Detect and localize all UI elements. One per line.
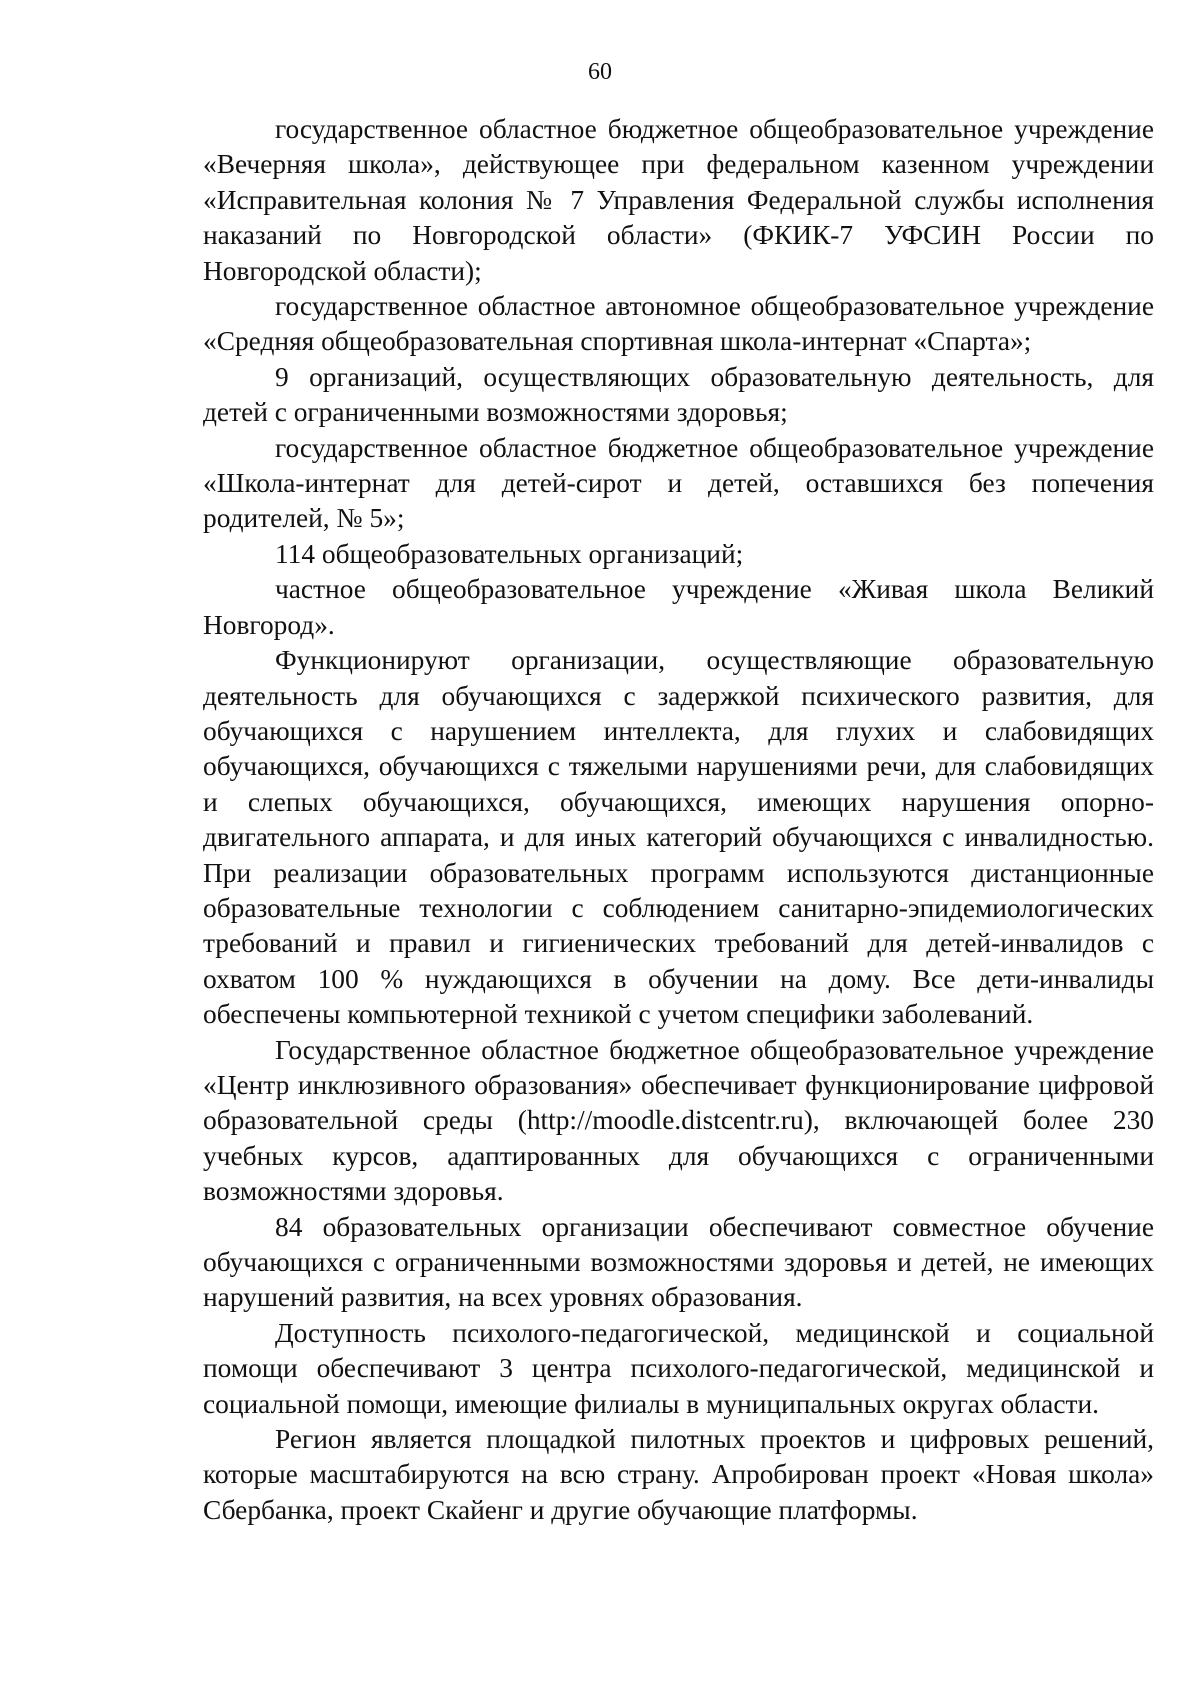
paragraph: Функционируют организации, осуществляющие образовательную деятельность для обучающихся с задержкой психического развития, для обучающихся с нарушением интеллекта, для глухих и слабовидящих обучающихся, обучающихся с тяжелыми нарушениями речи, для слабовидящих и слепых обучающихся, обучающихся, имеющих нарушения опорно-двигательного аппарата, и для иных категорий обучающихся с инвалидностью. При реализации образовательных программ используются дистанционные образовательные технологии с соблюдением санитарно-эпидемиологических требований и правил и гигиенических требований для детей-инвалидов с охватом 100 % нуждающихся в обучении на дому. Все дети-инвалиды обеспечены компьютерной техникой с учетом специфики заболеваний. bbox=[203, 645, 1154, 1030]
paragraph: государственное областное автономное общеобразовательное учреждение «Средняя общеобразовательная спортивная школа-интернат «Спарта»; bbox=[203, 291, 1154, 357]
document-body bbox=[203, 112, 1154, 1528]
paragraph: Доступность психолого-педагогической, медицинской и социальной помощи обеспечивают 3 центра психолого-педагогической, медицинской и социальной помощи, имеющие филиалы в муниципальных округах области. bbox=[203, 1317, 1154, 1419]
paragraph: государственное областное бюджетное общеобразовательное учреждение «Вечерняя школа», действующее при федеральном казенном учреждении «Исправительная колония № 7 Управления Федеральной службы исполнения наказаний по Новгородской области» (ФКИК-7 УФСИН России по Новгородской области); bbox=[203, 114, 1154, 286]
paragraph: 114 общеобразовательных организаций; bbox=[275, 538, 744, 569]
page-number: 60 bbox=[588, 59, 612, 85]
paragraph: Регион является площадкой пилотных проектов и цифровых решений, которые масштабируются на всю страну. Апробирован проект «Новая школа» Сбербанка, проект Скайенг и другие обучающие платформы. bbox=[203, 1424, 1154, 1525]
paragraph: 9 организаций, осуществляющих образовательную деятельность, для детей с ограниченными возможностями здоровья; bbox=[203, 361, 1154, 428]
paragraph: Государственное областное бюджетное общеобразовательное учреждение «Центр инклюзивного образования» обеспечивает функционирование цифровой образовательной среды (http://moodle.distcentr.ru), включающей более 230 учебных курсов, адаптированных для обучающихся с ограниченными возможностями здоровья. bbox=[203, 1034, 1154, 1207]
paragraph: государственное областное бюджетное общеобразовательное учреждение «Школа-интернат для детей-сирот и детей, оставшихся без попечения родителей, № 5»; bbox=[203, 432, 1154, 534]
paragraph: 84 образовательных организации обеспечивают совместное обучение обучающихся с ограниченными возможностями здоровья и детей, не имеющих нарушений развития, на всех уровнях образования. bbox=[203, 1211, 1154, 1313]
paragraph: частное общеобразовательное учреждение «Живая школа Великий Новгород». bbox=[203, 574, 1154, 640]
